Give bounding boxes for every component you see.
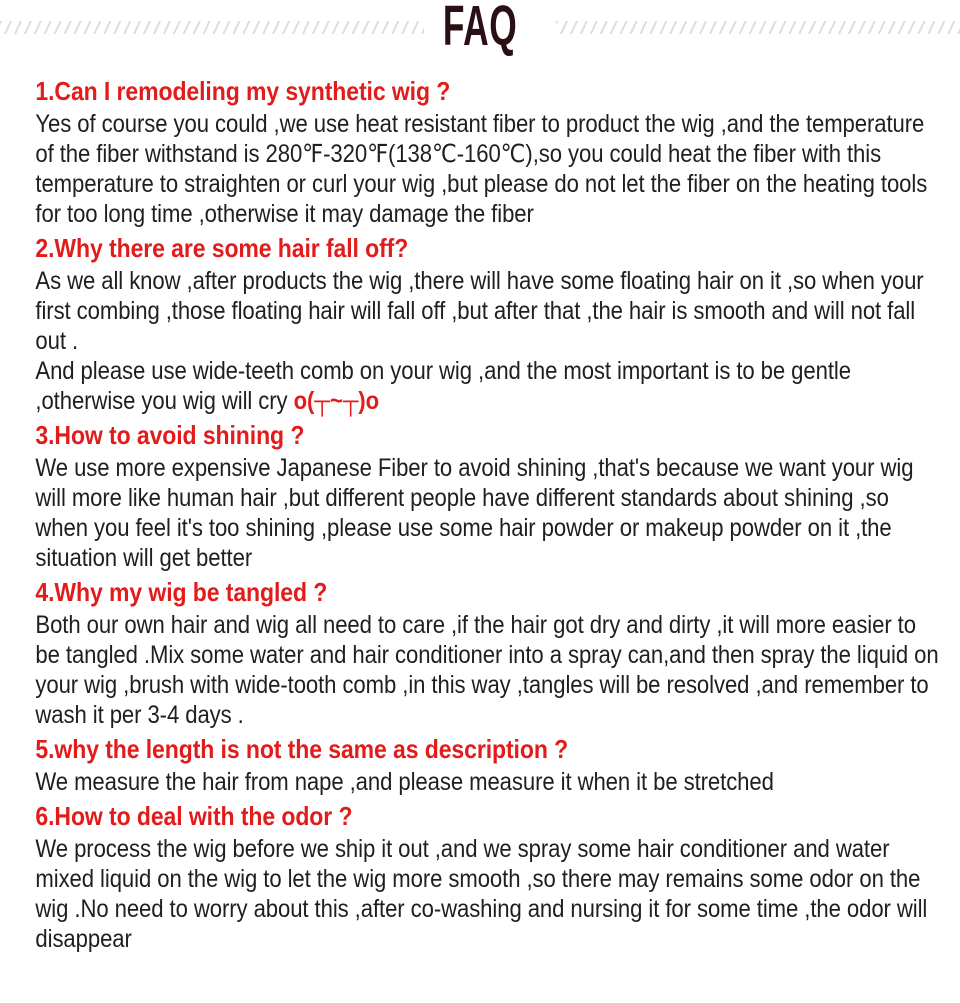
faq-item bbox=[35, 420, 940, 573]
faq-question-2: 2.Why there are some hair fall off? bbox=[35, 233, 409, 263]
faq-item bbox=[35, 577, 940, 730]
faq-item bbox=[35, 801, 940, 954]
faq-question-3: 3.How to avoid shining ? bbox=[35, 420, 305, 450]
faq-content bbox=[0, 62, 960, 954]
hatch-decoration-right bbox=[556, 21, 960, 34]
faq-header bbox=[0, 0, 960, 62]
faq-question-1: 1.Can I remodeling my synthetic wig ? bbox=[35, 76, 451, 106]
faq-question-4: 4.Why my wig be tangled ? bbox=[35, 577, 328, 607]
faq-item bbox=[35, 76, 940, 229]
faq-answer-2b bbox=[35, 356, 940, 416]
faq-answer-5: We measure the hair from nape ,and please measure it when it be stretched bbox=[35, 768, 774, 796]
faq-item bbox=[35, 233, 940, 416]
faq-answer-2b-text: And please use wide-teeth comb on your wig ,and the most important is to be gentle ,otherwise you wig will cry bbox=[35, 357, 851, 415]
faq-question-6: 6.How to deal with the odor ? bbox=[35, 801, 353, 831]
faq-question-5: 5.why the length is not the same as description ? bbox=[35, 734, 569, 764]
faq-answer-3: We use more expensive Japanese Fiber to avoid shining ,that's because we want your wig will more like human hair ,but different people have different standards about shining ,so when you feel it's too shining ,please use some hair powder or makeup powder on it ,the situation will get better bbox=[35, 454, 914, 572]
faq-item bbox=[35, 734, 940, 797]
faq-answer-2a: As we all know ,after products the wig ,there will have some floating hair on it ,so when your first combing ,those floating hair will fall off ,but after that ,the hair is smooth and will not fall out . bbox=[35, 267, 924, 355]
page-title: FAQ bbox=[442, 0, 518, 58]
faq-answer-4: Both our own hair and wig all need to care ,if the hair got dry and dirty ,it will more easier to be tangled .Mix some water and hair conditioner into a spray can,and then spray the liquid on your wig ,brush with wide-tooth comb ,in this way ,tangles will be resolved ,and remember to wash it per 3-4 days . bbox=[35, 611, 939, 729]
crying-emoticon: o(┬~┬)o bbox=[293, 387, 380, 415]
faq-answer-6: We process the wig before we ship it out ,and we spray some hair conditioner and water mixed liquid on the wig to let the wig more smooth ,so there may remains some odor on the wig .No need to worry about this ,after co-washing and nursing it for some time ,the odor will disappear bbox=[35, 835, 928, 953]
faq-answer-1: Yes of course you could ,we use heat resistant fiber to product the wig ,and the temperature of the fiber withstand is 280℉-320℉(138℃-160℃),so you could heat the fiber with this temperature to straighten or curl your wig ,but please do not let the fiber on the heating tools for too long time ,otherwise it may damage the fiber bbox=[35, 110, 928, 228]
